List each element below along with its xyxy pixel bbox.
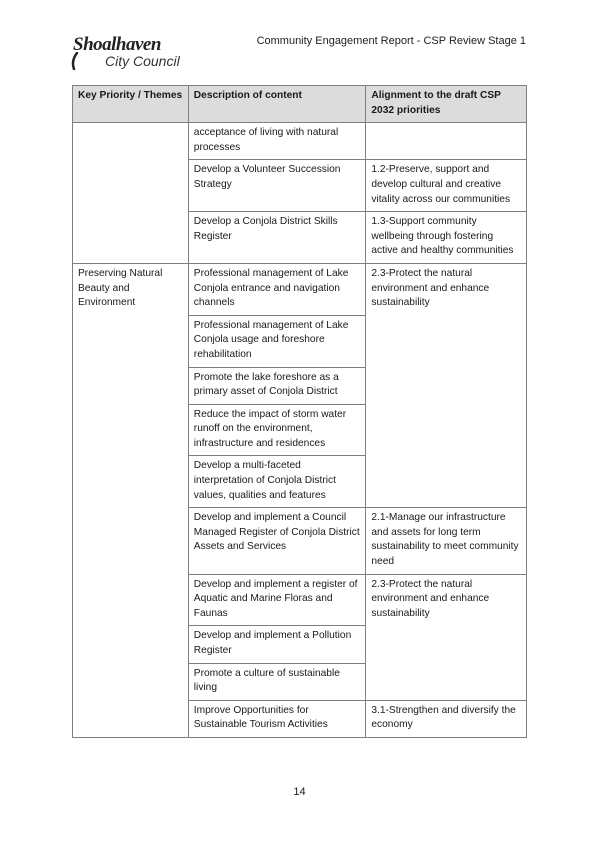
description-cell: Professional management of Lake Conjola entrance and navigation channels <box>188 263 366 315</box>
description-cell: Improve Opportunities for Sustainable Tourism Activities <box>188 700 366 737</box>
description-cell: acceptance of living with natural processes <box>188 123 366 160</box>
header-description: Description of content <box>188 86 366 123</box>
alignment-cell: 3.1-Strengthen and diversify the economy <box>366 700 527 737</box>
description-cell: Promote a culture of sustainable living <box>188 663 366 700</box>
description-cell: Develop a multi-faceted interpretation of Conjola District values, qualities and features <box>188 456 366 508</box>
description-cell: Develop and implement a Council Managed Register of Conjola District Assets and Services <box>188 508 366 574</box>
logo-line1: Shoalhaven <box>73 34 161 55</box>
report-title: Community Engagement Report - CSP Review Stage 1 <box>256 35 526 47</box>
header-key-priority: Key Priority / Themes <box>73 86 189 123</box>
description-cell: Professional management of Lake Conjola usage and foreshore rehabilitation <box>188 315 366 367</box>
table-header-row <box>73 86 527 123</box>
description-cell: Develop a Volunteer Succession Strategy <box>188 160 366 212</box>
table-row <box>73 263 527 315</box>
logo-line2: City Council <box>105 53 180 69</box>
alignment-cell: 1.3-Support community wellbeing through fostering active and healthy communities <box>366 212 527 264</box>
description-cell: Develop and implement a Pollution Register <box>188 626 366 663</box>
alignment-cell: 2.3-Protect the natural environment and enhance sustainability <box>366 263 527 507</box>
shoalhaven-logo <box>71 34 191 74</box>
description-cell: Develop and implement a register of Aquatic and Marine Floras and Faunas <box>188 574 366 626</box>
page-number: 14 <box>293 786 306 798</box>
table-row <box>73 123 527 160</box>
alignment-cell <box>366 123 527 160</box>
description-cell: Develop a Conjola District Skills Register <box>188 212 366 264</box>
alignment-cell: 1.2-Preserve, support and develop cultural and creative vitality across our communities <box>366 160 527 212</box>
alignment-cell: 2.1-Manage our infrastructure and assets for long term sustainability to meet community need <box>366 508 527 574</box>
description-cell: Promote the lake foreshore as a primary asset of Conjola District <box>188 367 366 404</box>
priorities-table <box>72 85 527 738</box>
header-alignment: Alignment to the draft CSP 2032 priorities <box>366 86 527 123</box>
description-cell: Reduce the impact of storm water runoff on the environment, infrastructure and residences <box>188 404 366 456</box>
theme-cell: Preserving Natural Beauty and Environment <box>73 263 189 737</box>
alignment-cell: 2.3-Protect the natural environment and enhance sustainability <box>366 574 527 700</box>
theme-cell-continued <box>73 123 189 264</box>
